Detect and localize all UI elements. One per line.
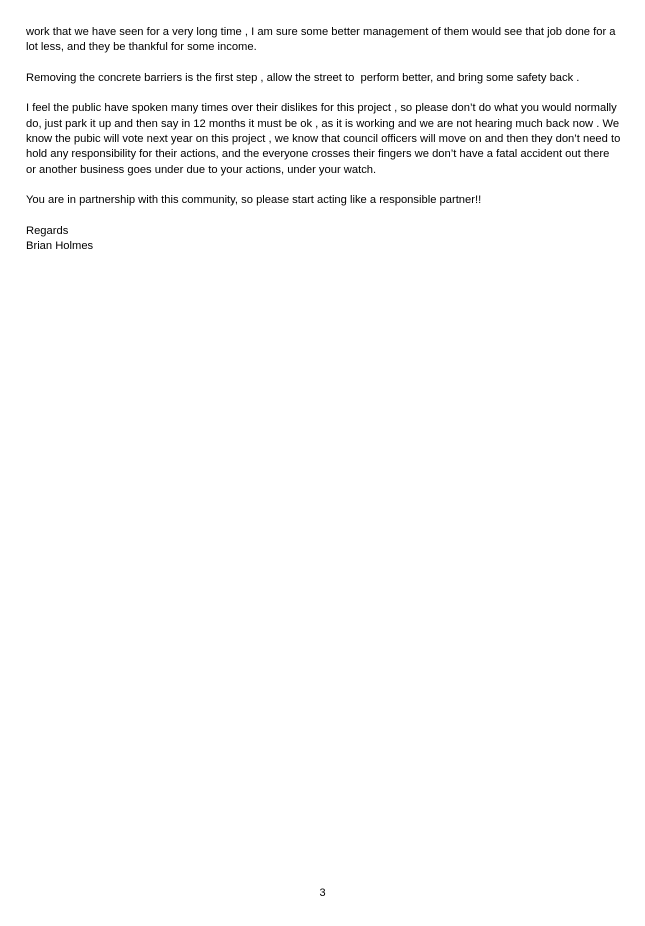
paragraph-continuation: work that we have seen for a very long time , I am sure some better management of them would see that job done for a lot less, and they be thankful for some income. (26, 26, 619, 54)
paragraph-public-opinion: I feel the public have spoken many times over their dislikes for this project , so please don’t do what you would normally do, just park it up and then say in 12 months it must be ok , as it is working and we are not hearing much back now . We know the pubic will vote next year on this project , we know that council officers will move on and then they don’t need to hold any responsibility for their actions, and the everyone crosses their fingers we don’t have a fatal accident out there or another business goes under due to your actions, under your watch. (26, 102, 624, 176)
signature-name: Brian Holmes (26, 240, 94, 253)
closing-text: Regards (26, 224, 69, 237)
paragraph-concrete-barriers: Removing the concrete barriers is the first step , allow the street to perform better, and bring some safety back . (26, 71, 580, 84)
letter-body (26, 25, 622, 254)
paragraph-partnership: You are in partnership with this community, so please start acting like a responsible partner!! (26, 194, 482, 207)
page-number: 3 (319, 887, 326, 899)
sign-off (26, 224, 622, 255)
